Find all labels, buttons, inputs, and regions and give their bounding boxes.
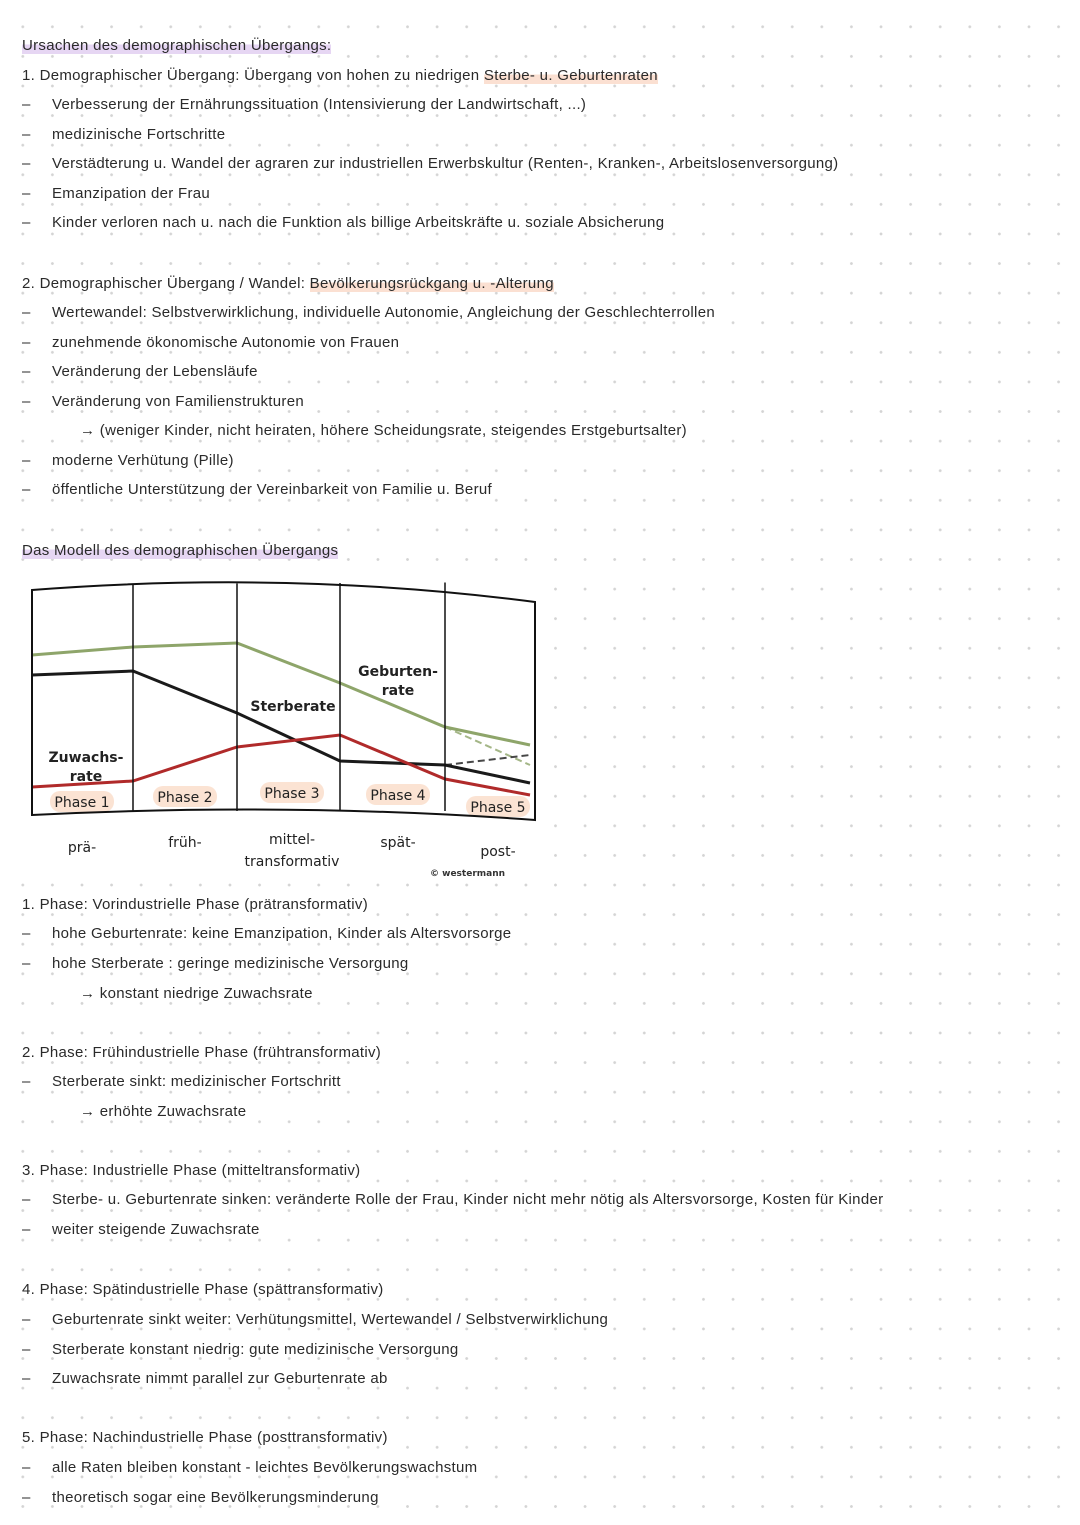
series-label: rate bbox=[69, 769, 103, 785]
stage-label: post- bbox=[480, 844, 516, 860]
bullet: – Sterberate konstant niedrig: gute medizinische Versorgung bbox=[22, 1341, 459, 1358]
series-label: Zuwachs- bbox=[48, 750, 124, 766]
bullet: – theoretisch sogar eine Bevölkerungsminderung bbox=[22, 1489, 379, 1506]
arrow-note: → konstant niedrige Zuwachsrate bbox=[80, 985, 313, 1002]
phase-heading: 1. Phase: Vorindustrielle Phase (prätransformativ) bbox=[22, 896, 368, 913]
series-line-0 bbox=[32, 643, 530, 745]
phase-heading: 4. Phase: Spätindustrielle Phase (spättransformativ) bbox=[22, 1281, 384, 1298]
stage-label: spät- bbox=[380, 835, 416, 851]
bullet: – Geburtenrate sinkt weiter: Verhütungsmittel, Wertewandel / Selbstverwirklichung bbox=[22, 1311, 609, 1328]
section1-heading bbox=[22, 66, 658, 86]
bullet: – Sterbe- u. Geburtenrate sinken: veränderte Rolle der Frau, Kinder nicht mehr nötig als Altersvorsorge, Kosten für Kinder bbox=[22, 1191, 884, 1208]
series-line-1 bbox=[32, 671, 530, 783]
phase-label: Phase 4 bbox=[370, 788, 426, 804]
bullet: – Wertewandel: Selbstverwirklichung, individuelle Autonomie, Angleichung der Geschlechterrollen bbox=[22, 304, 715, 321]
bullet: – Verbesserung der Ernährungssituation (Intensivierung der Landwirtschaft, ...) bbox=[22, 96, 587, 113]
model-title: Das Modell des demographischen Übergangs bbox=[22, 542, 339, 559]
stage-label: früh- bbox=[168, 835, 202, 851]
section2-heading: 2. Demographischer Übergang / Wandel: Bevölkerungsrückgang u. -Alterung bbox=[22, 275, 554, 292]
bullet: – medizinische Fortschritte bbox=[22, 126, 226, 143]
bullet: – Kinder verloren nach u. nach die Funktion als billige Arbeitskräfte u. soziale Absicherung bbox=[22, 214, 665, 231]
bullet: – hohe Geburtenrate: keine Emanzipation, Kinder als Altersvorsorge bbox=[22, 925, 512, 942]
bullet: – moderne Verhütung (Pille) bbox=[22, 452, 234, 469]
bullet: – Verstädterung u. Wandel der agraren zur industriellen Erwerbskultur (Renten-, Kranken-, Arbeitslosenversorgung) bbox=[22, 155, 839, 172]
bullet: – öffentliche Unterstützung der Vereinbarkeit von Familie u. Beruf bbox=[22, 481, 492, 498]
phase-label: Phase 5 bbox=[470, 800, 526, 816]
credit: © westermann bbox=[430, 869, 506, 879]
heading-text: 1. Demographischer Übergang: Übergang von hohen zu niedrigen bbox=[22, 67, 484, 84]
heading-highlight: Sterbe- u. Geburtenraten bbox=[483, 67, 658, 84]
phase-label: Phase 3 bbox=[264, 786, 320, 802]
phase-label: Phase 2 bbox=[157, 790, 213, 806]
series-label: rate bbox=[381, 683, 415, 699]
phase-label: Phase 1 bbox=[54, 795, 110, 811]
bullet: – hohe Sterberate : geringe medizinische Versorgung bbox=[22, 955, 409, 972]
series-label: Sterberate bbox=[250, 699, 336, 715]
bullet: – Zuwachsrate nimmt parallel zur Geburtenrate ab bbox=[22, 1370, 388, 1387]
bullet: – alle Raten bleiben konstant - leichtes Bevölkerungswachstum bbox=[22, 1459, 478, 1476]
series-label: Geburten- bbox=[358, 664, 438, 680]
bullet: – Emanzipation der Frau bbox=[22, 185, 211, 202]
phase-heading: 2. Phase: Frühindustrielle Phase (frühtransformativ) bbox=[22, 1044, 382, 1061]
bullet: – weiter steigende Zuwachsrate bbox=[22, 1221, 260, 1238]
phase-heading: 5. Phase: Nachindustrielle Phase (posttransformativ) bbox=[22, 1429, 388, 1446]
bullet: – Veränderung der Lebensläufe bbox=[22, 363, 258, 380]
phase-heading: 3. Phase: Industrielle Phase (mitteltransformativ) bbox=[22, 1162, 361, 1179]
bullet: – Veränderung von Familienstrukturen bbox=[22, 393, 305, 410]
bullet: – Sterberate sinkt: medizinischer Fortschritt bbox=[22, 1073, 341, 1090]
stage-label: mittel- bbox=[268, 832, 316, 848]
stage-label: prä- bbox=[67, 840, 97, 856]
bullet: – zunehmende ökonomische Autonomie von Frauen bbox=[22, 334, 400, 351]
arrow-note: → erhöhte Zuwachsrate bbox=[80, 1103, 247, 1120]
demographic-transition-diagram bbox=[20, 570, 550, 880]
stage-suffix: transformativ bbox=[244, 854, 340, 870]
arrow-note: → (weniger Kinder, nicht heiraten, höhere Scheidungsrate, steigendes Erstgeburtsalter) bbox=[80, 422, 687, 439]
section1-title bbox=[22, 36, 331, 56]
title-text: Ursachen des demographischen Übergangs: bbox=[22, 37, 332, 54]
series-dashed-0 bbox=[445, 727, 530, 765]
